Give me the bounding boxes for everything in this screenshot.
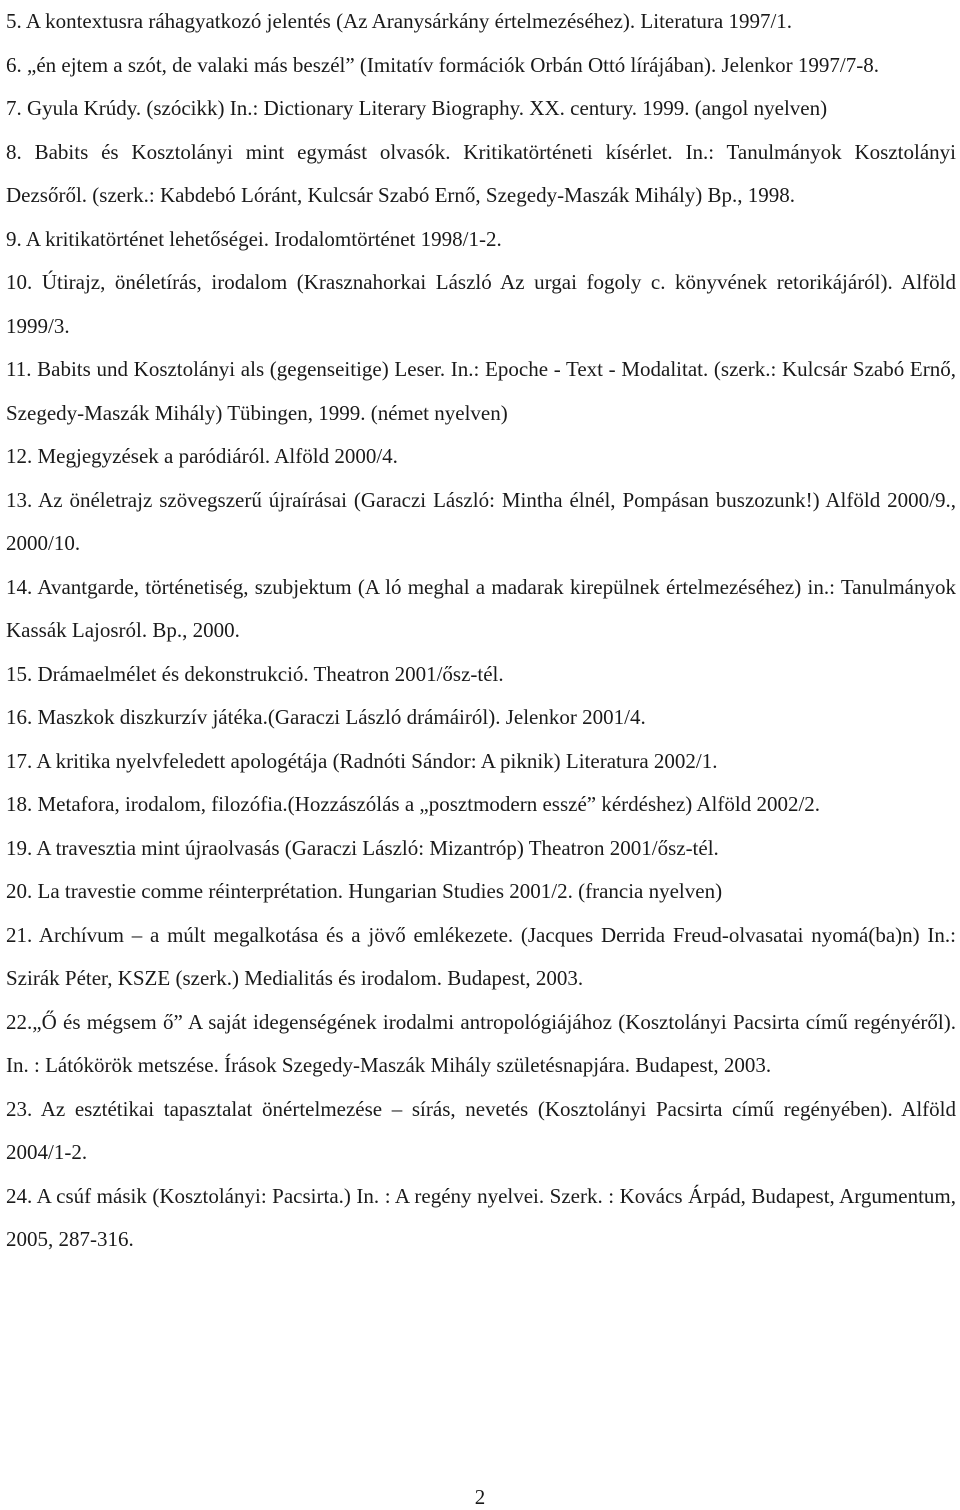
bibliography-entry: 14. Avantgarde, történetiség, szubjektum (A ló meghal a madarak kirepülnek értelmezéséhez) in.: Tanulmányok Kassák Lajosról. Bp., 2000. — [6, 574, 956, 642]
bibliography-entry: 16. Maszkok diszkurzív játéka.(Garaczi László drámáiról). Jelenkor 2001/4. — [6, 705, 646, 729]
bibliography-entry: 12. Megjegyzések a paródiáról. Alföld 2000/4. — [6, 444, 398, 468]
bibliography-entry: 17. A kritika nyelvfeledett apologétája (Radnóti Sándor: A piknik) Literatura 2002/1. — [6, 748, 718, 773]
bibliography-entry: 15. Drámaelmélet és dekonstrukció. Theatron 2001/ősz-tél. — [6, 661, 504, 686]
bibliography-entry: 13. Az önéletrajz szövegszerű újraírásai (Garaczi László: Mintha élnél, Pompásan buszozunk!) Alföld 2000/9., 2000/10. — [6, 487, 956, 555]
bibliography-entry: 10. Útirajz, önéletírás, irodalom (Krasznahorkai László Az urgai fogoly c. könyvének retorikájáról). Alföld 1999/3. — [6, 270, 956, 338]
bibliography-entry: 6. „én ejtem a szót, de valaki más beszél” (Imitatív formációk Orbán Ottó lírájában). Jelenkor 1997/7-8. — [6, 52, 879, 77]
bibliography-entry: 18. Metafora, irodalom, filozófia.(Hozzászólás a „posztmodern esszé” kérdéshez) Alföld 2002/2. — [6, 792, 821, 816]
bibliography-entry: 5. A kontextusra ráhagyatkozó jelentés (Az Aranysárkány értelmezéséhez). Literatura 1997/1. — [6, 9, 793, 33]
bibliography-entry: 8. Babits és Kosztolányi mint egymást olvasók. Kritikatörténeti kísérlet. In.: Tanulmányok Kosztolányi Dezsőről. (szerk.: Kabdebó Lóránt, Kulcsár Szabó Ernő, Szegedy-Maszák Mihály) Bp., 1998. — [6, 139, 956, 207]
bibliography-entry: 9. A kritikatörténet lehetőségei. Irodalomtörténet 1998/1-2. — [6, 226, 502, 251]
bibliography-entry: 7. Gyula Krúdy. (szócikk) In.: Dictionary Literary Biography. XX. century. 1999. (angol nyelven) — [6, 96, 828, 120]
bibliography-list — [6, 0, 956, 1262]
bibliography-entry: 24. A csúf másik (Kosztolányi: Pacsirta.) In. : A regény nyelvei. Szerk. : Kovács Árpád, Budapest, Argumentum, 2005, 287-316. — [6, 1183, 956, 1251]
page-number: 2 — [474, 1485, 486, 1509]
bibliography-entry: 23. Az esztétikai tapasztalat önértelmezése – sírás, nevetés (Kosztolányi Pacsirta című regényében). Alföld 2004/1-2. — [6, 1096, 956, 1164]
bibliography-entry: 11. Babits und Kosztolányi als (gegenseitige) Leser. In.: Epoche - Text - Modalitat. (szerk.: Kulcsár Szabó Ernő, Szegedy-Maszák Mihály) Tübingen, 1999. (német nyelven) — [6, 357, 956, 425]
bibliography-entry: 21. Archívum – a múlt megalkotása és a jövő emlékezete. (Jacques Derrida Freud-olvasatai nyomá(ba)n) In.: Szirák Péter, KSZE (szerk.) Medialitás és irodalom. Budapest, 2003. — [6, 922, 956, 990]
bibliography-entry: 20. La travestie comme réinterprétation. Hungarian Studies 2001/2. (francia nyelven) — [6, 879, 723, 903]
bibliography-entry: 19. A travesztia mint újraolvasás (Garaczi László: Mizantróp) Theatron 2001/ősz-tél. — [6, 835, 719, 860]
document-page — [6, 0, 956, 1262]
bibliography-entry: 22.„Ő és mégsem ő” A saját idegenségének irodalmi antropológiájához (Kosztolányi Pacsirta című regényéről). In. : Látókörök metszése. Írások Szegedy-Maszák Mihály születésnapjára. Budapest, 2003. — [6, 1009, 956, 1077]
